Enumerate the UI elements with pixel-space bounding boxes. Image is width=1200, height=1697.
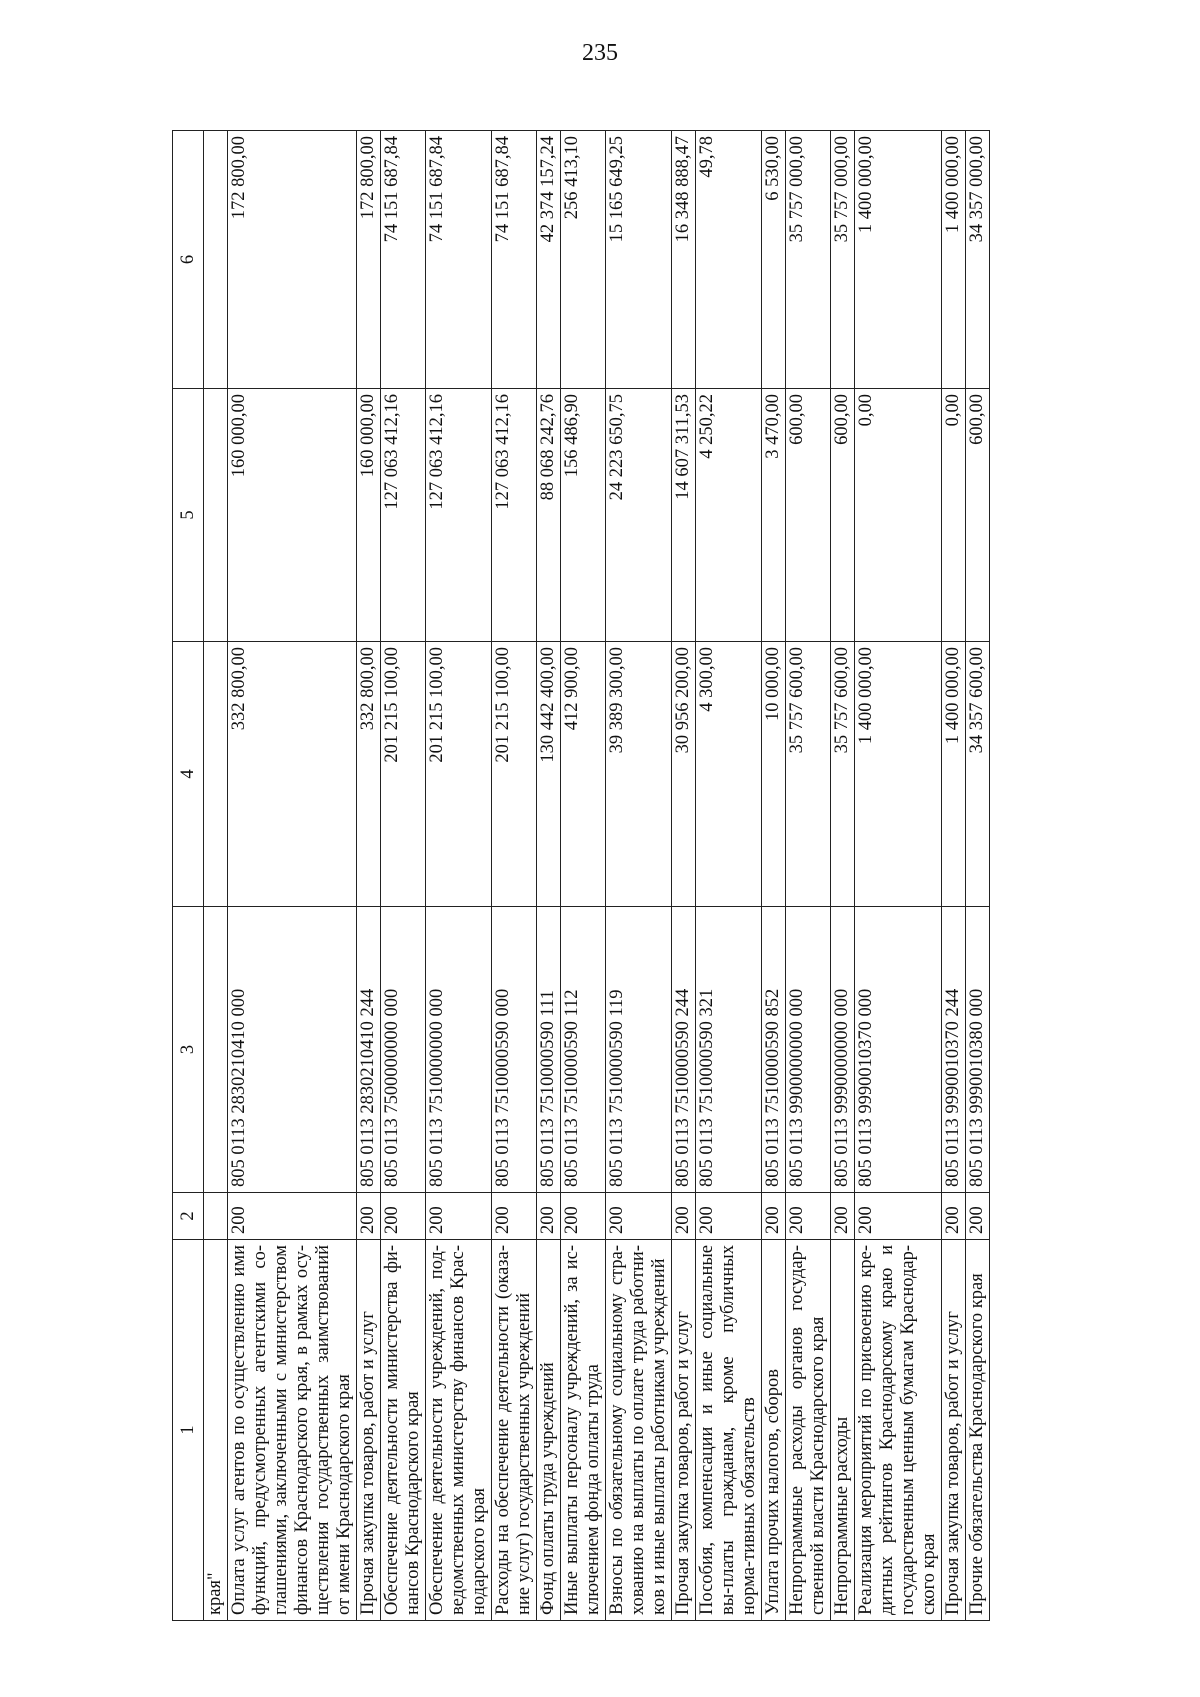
row-kbk: 805 0113 7510000590 111 <box>537 907 561 1193</box>
row-value-4: 201 215 100,00 <box>492 642 537 907</box>
row-value-6: 1 400 000,00 <box>942 131 966 389</box>
row-value-6: 74 151 687,84 <box>381 131 426 389</box>
row-value-6: 74 151 687,84 <box>492 131 537 389</box>
row-value-6: 1 400 000,00 <box>855 131 942 389</box>
row-name: Иные выплаты персоналу учреждений, за ис-ключением фонда оплаты труда <box>561 1240 606 1621</box>
header-cell: 4 <box>173 642 204 907</box>
row-value-6: 35 757 000,00 <box>831 131 855 389</box>
row-value-5: 127 063 412,16 <box>426 389 492 642</box>
empty-cell <box>204 389 228 642</box>
row-value-5: 24 223 650,75 <box>606 389 672 642</box>
row-value-4: 412 900,00 <box>561 642 606 907</box>
header-cell: 3 <box>173 907 204 1193</box>
row-kbk: 805 0113 7510000590 112 <box>561 907 606 1193</box>
table-row <box>966 131 990 1621</box>
row-name: Взносы по обязательному социальному стра-хованию на выплаты по оплате труда работни-ков и иные выплаты работникам учреждений <box>606 1240 672 1621</box>
row-code: 200 <box>606 1193 672 1240</box>
row-value-5: 156 486,90 <box>561 389 606 642</box>
row-value-4: 332 800,00 <box>228 642 357 907</box>
table-row <box>381 131 426 1621</box>
row-kbk: 805 0113 7510000590 321 <box>696 907 762 1193</box>
row-value-4: 10 000,00 <box>762 642 786 907</box>
row-code: 200 <box>831 1193 855 1240</box>
row-value-4: 34 357 600,00 <box>966 642 990 907</box>
row-kbk: 805 0113 9990010370 000 <box>855 907 942 1193</box>
row-name: Пособия, компенсации и иные социальные вы-платы гражданам, кроме публичных норма-тивных обязательств <box>696 1240 762 1621</box>
row-value-4: 39 389 300,00 <box>606 642 672 907</box>
empty-cell <box>204 907 228 1193</box>
row-kbk: 805 0113 9900000000 000 <box>786 907 831 1193</box>
row-kbk: 805 0113 9990010370 244 <box>942 907 966 1193</box>
table-row <box>672 131 696 1621</box>
row-value-4: 35 757 600,00 <box>831 642 855 907</box>
row-value-6: 74 151 687,84 <box>426 131 492 389</box>
row-value-5: 127 063 412,16 <box>492 389 537 642</box>
row-code: 200 <box>786 1193 831 1240</box>
header-cell: 6 <box>173 131 204 389</box>
row-code: 200 <box>942 1193 966 1240</box>
row-code: 200 <box>492 1193 537 1240</box>
row-kbk: 805 0113 7510000000 000 <box>426 907 492 1193</box>
row-value-5: 4 250,22 <box>696 389 762 642</box>
row-code: 200 <box>762 1193 786 1240</box>
table-body <box>173 131 990 1621</box>
table-row <box>855 131 942 1621</box>
row-value-6: 42 374 157,24 <box>537 131 561 389</box>
table-row <box>942 131 966 1621</box>
empty-cell <box>204 1193 228 1240</box>
row-value-6: 6 530,00 <box>762 131 786 389</box>
continuation-row <box>204 131 228 1621</box>
row-code: 200 <box>561 1193 606 1240</box>
row-kbk: 805 0113 2830210410 244 <box>357 907 381 1193</box>
table-row <box>228 131 357 1621</box>
row-value-4: 130 442 400,00 <box>537 642 561 907</box>
row-code: 200 <box>855 1193 942 1240</box>
row-code: 200 <box>381 1193 426 1240</box>
row-value-5: 160 000,00 <box>357 389 381 642</box>
row-kbk: 805 0113 9990000000 000 <box>831 907 855 1193</box>
table-row <box>762 131 786 1621</box>
row-value-5: 600,00 <box>831 389 855 642</box>
header-cell: 2 <box>173 1193 204 1240</box>
table-row <box>492 131 537 1621</box>
table-row <box>696 131 762 1621</box>
table-row <box>786 131 831 1621</box>
row-name: Прочая закупка товаров, работ и услуг <box>942 1240 966 1621</box>
table-row <box>831 131 855 1621</box>
row-value-6: 256 413,10 <box>561 131 606 389</box>
table-row <box>561 131 606 1621</box>
row-code: 200 <box>426 1193 492 1240</box>
empty-cell <box>204 642 228 907</box>
row-name: Фонд оплаты труда учреждений <box>537 1240 561 1621</box>
header-cell: 5 <box>173 389 204 642</box>
row-kbk: 805 0113 2830210410 000 <box>228 907 357 1193</box>
row-name: Реализация мероприятий по присвоению кре-дитных рейтингов Краснодарскому краю и государственным ценным бумагам Краснодар-ского края <box>855 1240 942 1621</box>
row-value-4: 332 800,00 <box>357 642 381 907</box>
row-code: 200 <box>357 1193 381 1240</box>
row-value-6: 15 165 649,25 <box>606 131 672 389</box>
table-row <box>537 131 561 1621</box>
row-name: Оплата услуг агентов по осуществлению ими функций, предусмотренных агентскими со-глашениями, заключенными с министерством финансов Краснодарского края, в рамках осу-ществления государственных заимствований от имени Краснодарского края <box>228 1240 357 1621</box>
row-value-5: 0,00 <box>855 389 942 642</box>
row-value-4: 4 300,00 <box>696 642 762 907</box>
row-code: 200 <box>672 1193 696 1240</box>
rotated-table-container <box>172 131 1132 1621</box>
row-value-4: 30 956 200,00 <box>672 642 696 907</box>
row-value-4: 201 215 100,00 <box>381 642 426 907</box>
continuation-text: края" <box>204 1240 228 1621</box>
row-kbk: 805 0113 7510000590 000 <box>492 907 537 1193</box>
table-row <box>606 131 672 1621</box>
row-value-5: 127 063 412,16 <box>381 389 426 642</box>
row-value-6: 49,78 <box>696 131 762 389</box>
row-name: Расходы на обеспечение деятельности (оказа-ние услуг) государственных учреждений <box>492 1240 537 1621</box>
row-code: 200 <box>537 1193 561 1240</box>
row-value-6: 34 357 000,00 <box>966 131 990 389</box>
budget-table <box>172 130 990 1621</box>
empty-cell <box>204 131 228 389</box>
row-code: 200 <box>228 1193 357 1240</box>
row-name: Прочие обязательства Краснодарского края <box>966 1240 990 1621</box>
row-value-5: 3 470,00 <box>762 389 786 642</box>
row-value-5: 600,00 <box>966 389 990 642</box>
row-value-6: 172 800,00 <box>228 131 357 389</box>
row-kbk: 805 0113 7500000000 000 <box>381 907 426 1193</box>
row-value-6: 16 348 888,47 <box>672 131 696 389</box>
row-kbk: 805 0113 7510000590 852 <box>762 907 786 1193</box>
row-value-5: 14 607 311,53 <box>672 389 696 642</box>
row-value-5: 0,00 <box>942 389 966 642</box>
row-code: 200 <box>966 1193 990 1240</box>
row-name: Обеспечение деятельности учреждений, под-ведомственных министерству финансов Крас-нодарского края <box>426 1240 492 1621</box>
page-number: 235 <box>582 40 618 66</box>
row-value-4: 1 400 000,00 <box>942 642 966 907</box>
table-row <box>357 131 381 1621</box>
row-name: Прочая закупка товаров, работ и услуг <box>672 1240 696 1621</box>
row-kbk: 805 0113 7510000590 119 <box>606 907 672 1193</box>
row-name: Обеспечение деятельности министерства фи-нансов Краснодарского края <box>381 1240 426 1621</box>
row-name: Прочая закупка товаров, работ и услуг <box>357 1240 381 1621</box>
row-value-5: 88 068 242,76 <box>537 389 561 642</box>
row-value-4: 201 215 100,00 <box>426 642 492 907</box>
row-name: Непрограммные расходы <box>831 1240 855 1621</box>
row-value-5: 160 000,00 <box>228 389 357 642</box>
row-code: 200 <box>696 1193 762 1240</box>
row-name: Непрограммные расходы органов государ-ственной власти Краснодарского края <box>786 1240 831 1621</box>
row-name: Уплата прочих налогов, сборов <box>762 1240 786 1621</box>
row-kbk: 805 0113 9990010380 000 <box>966 907 990 1193</box>
row-value-6: 172 800,00 <box>357 131 381 389</box>
table-row <box>426 131 492 1621</box>
row-value-4: 35 757 600,00 <box>786 642 831 907</box>
row-kbk: 805 0113 7510000590 244 <box>672 907 696 1193</box>
row-value-6: 35 757 000,00 <box>786 131 831 389</box>
header-row <box>173 131 204 1621</box>
row-value-4: 1 400 000,00 <box>855 642 942 907</box>
header-cell: 1 <box>173 1240 204 1621</box>
row-value-5: 600,00 <box>786 389 831 642</box>
